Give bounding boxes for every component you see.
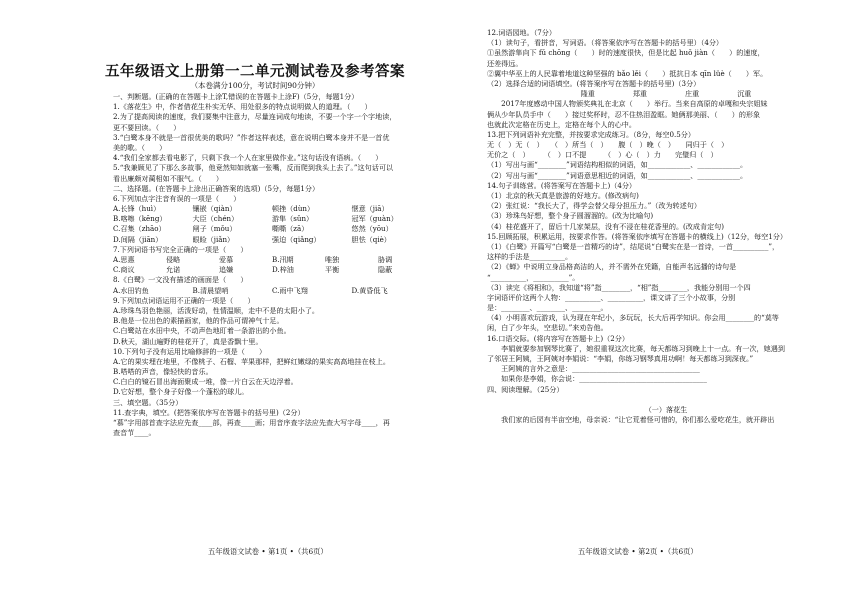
option-text: 胆怯（qiè）: [351, 234, 391, 244]
option-text: 郑重: [632, 89, 647, 99]
option-text: C.召集（zhāo）: [113, 224, 166, 234]
question-line: 这样的手法是__________。: [487, 252, 573, 262]
question-line: 还差得远。: [487, 58, 523, 68]
option-text: 强迫（qiǎng）: [272, 234, 321, 244]
q7-option-row: [113, 265, 431, 275]
word-choice-row: [487, 89, 845, 99]
question-line: 是：________、________、________。: [487, 303, 608, 313]
right-page: [430, 0, 850, 589]
question-line: 俩从少年队员手中（ ）接过奖杯时，忍不住热泪盈眶。她俩那美丽、（ ）的形象: [487, 109, 761, 119]
question-line: 无价之（ ） （ ）口不提 （ ）心（ ）力 完璧归（ ）: [487, 150, 718, 160]
page-title: 五年级语文上册第一二单元测试卷及参考答案: [105, 63, 405, 80]
question-line: 闲，白了少年头，空悲切。”来劝告他。: [487, 323, 608, 333]
option-text: 平衡: [325, 265, 340, 275]
page-footer-1: 五年级语文试卷 • 第1页 •（共6页）: [208, 547, 328, 556]
question-line: 四、阅读理解。（25分）: [487, 384, 564, 394]
spacer: [487, 395, 845, 405]
question-line: （1）《白鹭》开篇写“白鹭是一首精巧的诗”，结尾说“白鹭实在是一首诗，一首__________”，: [487, 241, 780, 251]
question-line: ②翼中华巫上的人民靠着地道这种坚强的 bǎo lěi（ ）抵抗日本 qīn lüè（ ）军。: [487, 68, 768, 78]
option-text: B.清晨望哨: [192, 285, 229, 295]
option-text: C.雨中飞翔: [272, 285, 308, 295]
question-line: （2）选择合适的词语填空。(将答案序写在答题卡的括号里)（3分）: [487, 78, 701, 88]
option-text: 隆重: [580, 89, 595, 99]
option-text: 悠然（yōu）: [351, 224, 393, 234]
q8-option-row: [113, 286, 431, 296]
question-line: 14.句子训练营。(将答案写在答题卡上)（4分）: [487, 180, 637, 190]
question-line: 6.下列加点字注音有误的一项是（ ）: [113, 193, 241, 203]
option-text: B.汛期: [272, 255, 294, 264]
option-text: A.水田钓鱼: [113, 285, 149, 295]
question-line: A.它的果实埋在地里，不像桃子、石榴、苹果那样，把鲜红嫩绿的果实高高地挂在枝上。: [113, 356, 390, 366]
question-line: B.他是一位出色的素描画家，他的作品可谓神气十足。: [113, 316, 284, 326]
question-line: 4.“我们全家都去看电影了，只剩下我一个人在家里做作业。”这句话没有语病。（ ）: [113, 153, 383, 163]
question-line: 2.为了提高阅读的速度，我们要集中注意力，尽量连词成句地读，不要一个字一个字地读，: [113, 112, 397, 122]
question-line: 7.下列词语书写完全正确的一项是（ ）: [113, 244, 248, 254]
question-line: 也就此次定格在历史上，定格在每个人的心中。: [487, 119, 636, 129]
option-text: 庄重: [685, 89, 700, 99]
question-line: 1.《落花生》中，作者借花生朴实无华、用处很多的特点说明做人的道理。（ ）: [113, 102, 372, 112]
option-text: 闸子（mǒu）: [192, 224, 237, 234]
question-line: 王阿姨的言外之意是：____________________________________: [487, 364, 700, 374]
question-line: （3）读完《将相和》，我知道“将”指________，“相”指________，我能分别用一个四: [487, 282, 751, 292]
left-questions: [113, 92, 431, 438]
option-text: 侵略: [166, 255, 181, 264]
option-text: 镶嵌（qiàn）: [192, 204, 237, 214]
question-line: C.白白的镜石冒出海面聚成一堆，像一片白云在天边浮着。: [113, 377, 298, 387]
option-text: 冠军（guàn）: [351, 214, 398, 224]
option-text: 隐蔽: [378, 265, 393, 275]
question-line: 5.“我兼顾见了下那么多故事，他竟然知如就塞一张嘴，反而爬到我头上去了。”这句话可以: [113, 163, 394, 173]
page-footer-2: 五年级语文试卷 • 第2页 •（共6页）: [578, 547, 698, 556]
option-text: 惬意（jiā）: [351, 204, 389, 214]
question-line: 李娟就要参加钢琴比赛了，她很重视这次比赛，每天都练习到晚上十一点。有一次，她遇到: [487, 343, 785, 353]
option-text: 游隼（sǔn）: [272, 214, 314, 224]
question-line: A.珍珠鸟羽色艳丽，活泼好动，性情温顺，走中不是的太阳小了。: [113, 305, 320, 315]
question-line: （4）小明喜欢玩游戏，认为现在年纪小，多玩玩，长大后再学知识。你会用________的“莫等: [487, 313, 779, 323]
option-text: C.商议: [113, 265, 135, 275]
question-line: B.嗒嗒的声音，像轻快的音乐。: [113, 367, 213, 377]
option-text: 顿挫（dùn）: [272, 204, 315, 214]
question-line: （2）张红说：“我长大了，得学会替父母分担压力。”（改为转述句）: [487, 201, 701, 211]
question-line: 二、选择题。(在答题卡上涂出正确答案的选项)（5分，每题1分）: [113, 183, 320, 193]
option-text: 唯独: [325, 255, 340, 264]
question-line: 如果你是李娟，你会说：____________________________________: [487, 374, 707, 384]
question-line: （4）桂花盛开了，留后十几家架层，没有不浸在桂花香里的。(改成肯定句): [487, 221, 725, 231]
question-line: （1）写出与画“________”词语结构相似的词语，如____________、____________。: [487, 160, 748, 170]
question-line: 看出廉颇对蔺相如不服气。（ ）: [113, 173, 223, 183]
question-line: 8.《白鹭》一文没有描述的画面是（ ）: [113, 275, 248, 285]
option-text: A.长锋（huì）: [113, 204, 161, 214]
left-page: [0, 0, 420, 589]
exam-info: （本卷满分100分，考试时间90分钟）: [190, 81, 320, 90]
question-line: （2）写出与画“________”词语意思相近的词语，如____________、____________。: [487, 170, 748, 180]
option-text: D.梓油: [272, 265, 294, 275]
question-line: 3.“白鹭本身不就是一首很优美的歌吗？”作者这样表述，意在说明白鹭本身并不是一首优: [113, 132, 390, 142]
q6-option-row: [113, 204, 431, 214]
passage-line: 我们家的后园有半亩空地，母亲说：“让它荒着怪可惜的，你们那么爱吃花生，就开辟出: [487, 415, 775, 425]
q7-option-row: [113, 255, 431, 265]
question-line: 三、填空题。（35分）: [113, 397, 183, 407]
question-line: 15.回顾拓展，积累运用，按要求作答。(将答案依序填写在答题卡的横线上)（12分，每空1分）: [487, 231, 787, 241]
question-line: （2）《蝉》中说明立身品格高洁的人，并不需外在凭籍，自能声名远播的诗句是: [487, 262, 737, 272]
question-line: 9.下列加点词语运用不正确的一项是（ ）: [113, 295, 255, 305]
option-text: D.间隔（jiān）: [113, 234, 163, 244]
question-line: （3）珍珠鸟好想，整个身子圆溜溜的。(改为比喻句): [487, 211, 654, 221]
option-text: 胁调: [378, 255, 393, 264]
question-line: “慕”字用部首查字法应先查____部，再查____画；用音序查字法应先查大写字母____，再: [113, 418, 390, 427]
question-line: ①虽然游隼向下 fǔ chōng（ ）时的速度很快，但是比起 huǒ jiàn（ ）的速度，: [487, 48, 765, 58]
option-text: 大臣（chén）: [192, 214, 239, 224]
question-line: 16.口语交际。(将内容写在答题卡上)（2分）: [487, 333, 629, 343]
question-line: 了邻居王阿姨，王阿姨对李娟说：“李娟，你练习钢琴真用功啊！每天都练习到深夜。”: [487, 354, 754, 363]
option-text: 嘶嘶（zā）: [272, 224, 309, 234]
option-text: 允诺: [166, 265, 181, 275]
question-line: 更不要回读。（ ）: [113, 122, 181, 132]
question-line: （1）读句子，看拼音，写词语。（将答案依序写在答题卡的括号里）（4分）: [487, 38, 724, 48]
option-text: 爱慕: [219, 255, 234, 264]
q6-option-row: [113, 224, 431, 234]
option-text: B.喀嚓（kēng）: [113, 214, 167, 224]
question-line: 无（ ）无（ ） （ ）所当（ ） 腹（ ）晚（ ） 同归于（ ）: [487, 140, 729, 150]
q6-option-row: [113, 235, 431, 245]
question-line: “__________，__________”。: [487, 272, 580, 282]
question-line: 查音节____。: [113, 428, 156, 438]
question-line: D.秋天，湖山遍野的桂花开了，真是香飘十里。: [113, 336, 263, 346]
question-line: （1）北京的秋天真是旅游的好地方。(修改病句): [487, 191, 639, 200]
option-text: D.黄昏低飞: [351, 285, 388, 295]
option-text: 沉重: [737, 89, 752, 99]
question-line: 11.查字典，填空。(把答案依序写在答题卡的括号里)（2分）: [113, 407, 305, 417]
question-line: 一、判断题。(正确的在答题卡上涂T,错误的在答题卡上涂F)（5分，每题1分）: [113, 92, 359, 101]
passage-title: （一）落花生: [644, 404, 688, 414]
question-line: D.它好想，整个身子好像一个蓬松的球儿。: [113, 387, 249, 397]
question-line: 美的歌。（ ）: [113, 142, 167, 152]
question-line: 字词语评价这两个人物：__________、__________，课文讲了三个小故事，分别: [487, 292, 736, 302]
option-text: A.思惠: [113, 255, 135, 264]
q6-option-row: [113, 214, 431, 224]
question-line: 13.把下列词语补充完整，并按要求完成练习。（8分，每空0.5分）: [487, 129, 695, 139]
question-line: C.白鹭站在水田中央，不动声色地盯着一条游出的小鱼。: [113, 326, 291, 336]
question-line: 12.词语园地。（7分）: [487, 28, 556, 37]
question-line: 10.下列句子没有运用比喻修辞的一项是（ ）: [113, 346, 267, 356]
question-line: 2017年度感动中国人物颁奖典礼在北京（ ）举行。当来自高原的卓嘎和央宗姐妹: [487, 99, 768, 109]
option-text: 眼睑（jiǎn）: [192, 234, 235, 244]
option-text: 追嫌: [219, 265, 234, 275]
right-questions: [487, 28, 845, 425]
